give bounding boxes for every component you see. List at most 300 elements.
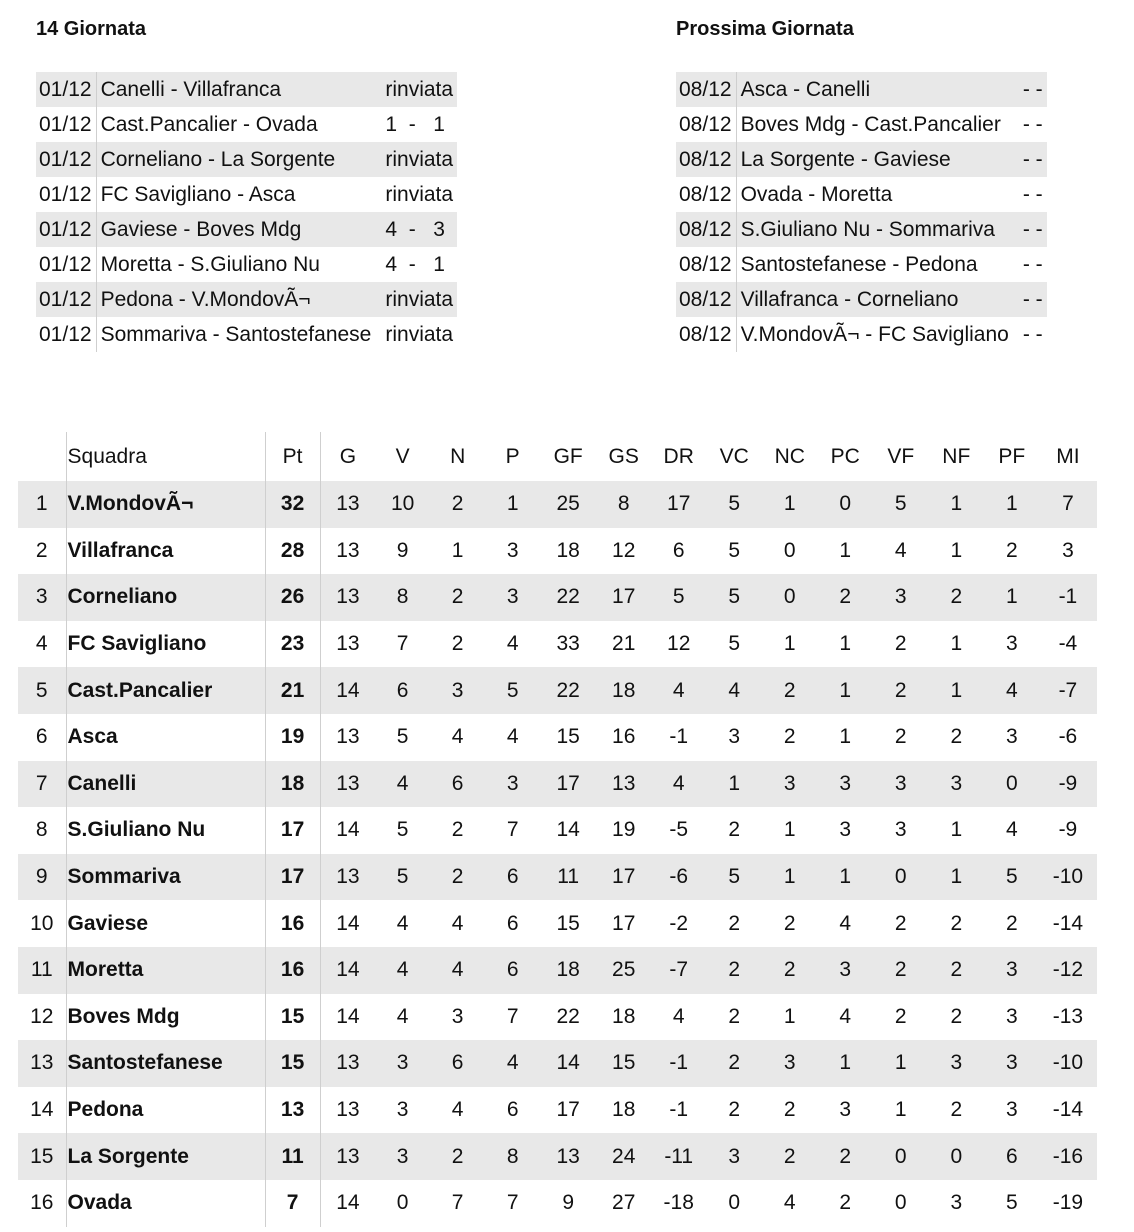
match-date: 01/12 bbox=[36, 142, 96, 177]
stat-cell: 3 bbox=[984, 947, 1039, 994]
standings-header-cell: GS bbox=[608, 444, 639, 468]
stat-cell: 0 bbox=[984, 761, 1039, 808]
match-result: - - bbox=[1017, 282, 1047, 317]
match-row bbox=[36, 177, 457, 212]
stat-cell: 13 bbox=[596, 761, 651, 808]
stat-cell: 18 bbox=[265, 761, 320, 808]
stat-cell: 13 bbox=[540, 1133, 596, 1180]
standings-row bbox=[18, 807, 1097, 854]
stat-cell: 7 bbox=[396, 632, 409, 656]
stat-cell: 13 bbox=[265, 1087, 320, 1134]
stat-cell: 2 bbox=[1005, 538, 1018, 562]
stat-cell: 4 bbox=[375, 947, 430, 994]
stat-cell: 2 bbox=[430, 1133, 485, 1180]
stat-cell: -2 bbox=[669, 911, 689, 935]
stat-cell: 6 bbox=[506, 911, 519, 935]
match-teams: Gaviese - Boves Mdg bbox=[96, 212, 379, 247]
team-name: S.Giuliano Nu bbox=[66, 807, 265, 854]
stat-cell: 2 bbox=[894, 1004, 907, 1028]
stat-cell: 2 bbox=[430, 854, 485, 901]
stat-cell: 13 bbox=[336, 632, 360, 656]
stat-cell: -7 bbox=[1039, 667, 1096, 714]
match-result: 1 - 1 bbox=[385, 112, 445, 136]
match-result: - - bbox=[1022, 182, 1043, 206]
stat-cell: 2 bbox=[873, 667, 928, 714]
stat-cell: 3 bbox=[1005, 725, 1018, 749]
stat-cell: 17 bbox=[540, 761, 596, 808]
position: 5 bbox=[18, 667, 66, 714]
match-date: 01/12 bbox=[36, 282, 96, 317]
stat-cell: 3 bbox=[817, 947, 873, 994]
stat-cell: 6 bbox=[672, 538, 685, 562]
position: 8 bbox=[18, 807, 66, 854]
stat-cell: 24 bbox=[596, 1133, 651, 1180]
stat-cell: 9 bbox=[562, 1191, 575, 1215]
stat-cell: 5 bbox=[706, 574, 762, 621]
match-result: rinviata bbox=[379, 72, 457, 107]
stat-cell: 3 bbox=[839, 1098, 852, 1122]
stat-cell: 3 bbox=[762, 1040, 817, 1087]
stat-cell: 4 bbox=[894, 538, 907, 562]
stat-cell: 10 bbox=[375, 481, 430, 528]
stat-cell: -6 bbox=[1058, 725, 1078, 749]
current-round-title: 14 Giornata bbox=[36, 18, 147, 40]
stat-cell: 15 bbox=[265, 994, 320, 1041]
standings-row bbox=[18, 947, 1097, 994]
stat-cell: 14 bbox=[336, 1191, 360, 1215]
match-teams: V.MondovÃ¬ - FC Savigliano bbox=[740, 322, 1009, 346]
position: 10 bbox=[18, 900, 66, 947]
stat-cell: 2 bbox=[950, 1004, 963, 1028]
stat-cell: -6 bbox=[651, 854, 706, 901]
stat-cell: 1 bbox=[928, 667, 984, 714]
next-round-panel bbox=[676, 14, 1084, 352]
team-name: Gaviese bbox=[66, 900, 265, 947]
stat-cell: 2 bbox=[950, 725, 963, 749]
match-date: 01/12 bbox=[36, 107, 96, 142]
stat-cell: 13 bbox=[320, 481, 375, 528]
stat-cell: 14 bbox=[336, 1004, 360, 1028]
standings-row bbox=[18, 994, 1097, 1041]
team-name: La Sorgente bbox=[66, 1133, 265, 1180]
standings-row bbox=[18, 1133, 1097, 1180]
stat-cell: -9 bbox=[1039, 761, 1096, 808]
stat-cell: 2 bbox=[950, 1098, 963, 1122]
stat-cell: 28 bbox=[265, 528, 320, 575]
stat-cell: 17 bbox=[651, 481, 706, 528]
stat-cell: 7 bbox=[451, 1191, 464, 1215]
stat-cell: 5 bbox=[375, 854, 430, 901]
stat-cell: 3 bbox=[396, 1098, 409, 1122]
team-name: Ovada bbox=[66, 1180, 265, 1227]
stat-cell: 8 bbox=[375, 574, 430, 621]
match-result: rinviata bbox=[385, 322, 454, 346]
stat-cell: 4 bbox=[451, 911, 464, 935]
stat-cell: 1 bbox=[839, 632, 852, 656]
stat-cell: 7 bbox=[506, 1191, 519, 1215]
stat-cell: 0 bbox=[396, 1191, 409, 1215]
stat-cell: 2 bbox=[1005, 911, 1018, 935]
team-name: Villafranca bbox=[66, 528, 265, 575]
stat-cell: 13 bbox=[336, 725, 360, 749]
stat-cell: 4 bbox=[1005, 818, 1018, 842]
stat-cell: -13 bbox=[1052, 1004, 1084, 1028]
stat-cell: 13 bbox=[320, 574, 375, 621]
stat-cell: 2 bbox=[762, 667, 817, 714]
stat-cell: 7 bbox=[506, 818, 519, 842]
stat-cell: 1 bbox=[928, 854, 984, 901]
match-date: 01/12 bbox=[36, 177, 96, 212]
stat-cell: 14 bbox=[540, 1040, 596, 1087]
stat-cell: 14 bbox=[320, 947, 375, 994]
stat-cell: 13 bbox=[320, 761, 375, 808]
stat-cell: 17 bbox=[596, 574, 651, 621]
position: 12 bbox=[18, 994, 66, 1041]
standings-header-cell: NF bbox=[942, 444, 971, 468]
stat-cell: 2 bbox=[950, 911, 963, 935]
stat-cell: 5 bbox=[728, 632, 741, 656]
standings-table bbox=[18, 432, 1097, 1227]
stat-cell: 18 bbox=[556, 538, 580, 562]
standings-row bbox=[18, 854, 1097, 901]
stat-cell: 22 bbox=[540, 574, 596, 621]
standings-header-cell: G bbox=[339, 444, 357, 468]
stat-cell: 1 bbox=[839, 538, 852, 562]
stat-cell: 17 bbox=[596, 854, 651, 901]
team-name: Asca bbox=[66, 714, 265, 761]
match-date: 01/12 bbox=[36, 72, 96, 107]
team-name: Canelli bbox=[66, 761, 265, 808]
match-date: 08/12 bbox=[676, 72, 736, 107]
stat-cell: 1 bbox=[817, 1040, 873, 1087]
stat-cell: 33 bbox=[556, 632, 580, 656]
stat-cell: 5 bbox=[728, 538, 741, 562]
stat-cell: 2 bbox=[430, 574, 485, 621]
stat-cell: 16 bbox=[265, 947, 320, 994]
stat-cell: 15 bbox=[596, 1040, 651, 1087]
standings-header-cell: P bbox=[505, 444, 520, 468]
match-teams: Canelli - Villafranca bbox=[96, 72, 379, 107]
stat-cell: 4 bbox=[375, 761, 430, 808]
stat-cell: 14 bbox=[556, 818, 580, 842]
team-name: Cast.Pancalier bbox=[66, 667, 265, 714]
stat-cell: 2 bbox=[928, 947, 984, 994]
stat-cell: 13 bbox=[336, 538, 360, 562]
stat-cell: 2 bbox=[706, 1040, 762, 1087]
standings-header-cell: NC bbox=[774, 444, 805, 468]
stat-cell: 9 bbox=[396, 538, 409, 562]
stat-cell: 0 bbox=[928, 1133, 984, 1180]
match-row bbox=[676, 282, 1047, 317]
stat-cell: 3 bbox=[762, 761, 817, 808]
stat-cell: 15 bbox=[556, 725, 580, 749]
stat-cell: 3 bbox=[1005, 1098, 1018, 1122]
stat-cell: 1 bbox=[783, 818, 796, 842]
match-row bbox=[676, 107, 1047, 142]
current-round-panel bbox=[36, 14, 488, 352]
stat-cell: 2 bbox=[894, 911, 907, 935]
stat-cell: 2 bbox=[873, 947, 928, 994]
standings-header-cell: Pt bbox=[265, 432, 320, 481]
stat-cell: 5 bbox=[396, 725, 409, 749]
match-date: 08/12 bbox=[676, 177, 736, 212]
stat-cell: 18 bbox=[612, 1098, 636, 1122]
stat-cell: 1 bbox=[928, 481, 984, 528]
stat-cell: 0 bbox=[873, 854, 928, 901]
standings-row bbox=[18, 1180, 1097, 1227]
stat-cell: 0 bbox=[728, 1191, 741, 1215]
team-name: V.MondovÃ¬ bbox=[66, 481, 265, 528]
stat-cell: 5 bbox=[706, 854, 762, 901]
stat-cell: 2 bbox=[783, 911, 796, 935]
stat-cell: -14 bbox=[1052, 911, 1084, 935]
stat-cell: 3 bbox=[375, 1133, 430, 1180]
stat-cell: 4 bbox=[451, 725, 464, 749]
match-result: rinviata bbox=[379, 142, 457, 177]
match-result: - - bbox=[1022, 322, 1043, 346]
match-row bbox=[676, 72, 1047, 107]
stat-cell: 6 bbox=[430, 761, 485, 808]
stat-cell: 2 bbox=[762, 947, 817, 994]
stat-cell: -1 bbox=[669, 1098, 689, 1122]
stat-cell: 1 bbox=[894, 1098, 907, 1122]
match-teams: Villafranca - Corneliano bbox=[736, 282, 1017, 317]
stat-cell: 3 bbox=[1005, 632, 1018, 656]
position: 11 bbox=[18, 947, 66, 994]
standings-header-cell: N bbox=[450, 444, 466, 468]
standings-row bbox=[18, 761, 1097, 808]
standings-row bbox=[18, 621, 1097, 668]
stat-cell: 1 bbox=[817, 667, 873, 714]
stat-cell: 2 bbox=[783, 1098, 796, 1122]
stat-cell: 2 bbox=[728, 818, 741, 842]
match-row bbox=[676, 212, 1047, 247]
stat-cell: 17 bbox=[265, 854, 320, 901]
stat-cell: -4 bbox=[1058, 632, 1078, 656]
stat-cell: -10 bbox=[1039, 854, 1096, 901]
stat-cell: 1 bbox=[451, 538, 464, 562]
stat-cell: 3 bbox=[817, 761, 873, 808]
stat-cell: 1 bbox=[485, 481, 540, 528]
stat-cell: 4 bbox=[396, 911, 409, 935]
position: 14 bbox=[18, 1087, 66, 1134]
stat-cell: 4 bbox=[783, 1191, 796, 1215]
stat-cell: 1 bbox=[950, 538, 963, 562]
match-result: - - bbox=[1017, 212, 1047, 247]
stat-cell: 7 bbox=[506, 1004, 519, 1028]
standings-header-cell: DR bbox=[663, 444, 694, 468]
standings-header-cell bbox=[18, 432, 66, 481]
stat-cell: 2 bbox=[894, 632, 907, 656]
stat-cell: 22 bbox=[556, 1004, 580, 1028]
match-result: - - bbox=[1022, 252, 1043, 276]
position: 15 bbox=[18, 1133, 66, 1180]
stat-cell: 1 bbox=[762, 854, 817, 901]
standings-row bbox=[18, 574, 1097, 621]
stat-cell: 6 bbox=[485, 854, 540, 901]
current-round-table bbox=[36, 72, 458, 352]
stat-cell: 4 bbox=[984, 667, 1039, 714]
match-date: 08/12 bbox=[676, 107, 736, 142]
match-date: 08/12 bbox=[676, 317, 736, 352]
match-teams: Moretta - S.Giuliano Nu bbox=[100, 252, 320, 276]
team-name: Corneliano bbox=[66, 574, 265, 621]
match-row bbox=[36, 317, 457, 352]
position: 3 bbox=[18, 574, 66, 621]
stat-cell: 2 bbox=[783, 725, 796, 749]
stat-cell: -18 bbox=[663, 1191, 694, 1215]
stat-cell: 11 bbox=[265, 1133, 320, 1180]
stat-cell: 3 bbox=[839, 818, 852, 842]
stat-cell: 4 bbox=[506, 632, 519, 656]
standings-header-cell: V bbox=[395, 444, 410, 468]
match-row bbox=[676, 317, 1047, 352]
stat-cell: 1 bbox=[817, 854, 873, 901]
match-date: 08/12 bbox=[676, 282, 736, 317]
stat-cell: 4 bbox=[839, 911, 852, 935]
standings-header-cell: VC bbox=[719, 444, 749, 468]
stat-cell: -16 bbox=[1039, 1133, 1096, 1180]
match-row bbox=[676, 177, 1047, 212]
stat-cell: 14 bbox=[336, 818, 360, 842]
team-name: Pedona bbox=[66, 1087, 265, 1134]
match-result: - - bbox=[1017, 142, 1047, 177]
stat-cell: 1 bbox=[783, 1004, 796, 1028]
stat-cell: 7 bbox=[265, 1180, 320, 1227]
stat-cell: 0 bbox=[762, 574, 817, 621]
stat-cell: 1 bbox=[706, 761, 762, 808]
stat-cell: 12 bbox=[612, 538, 636, 562]
stat-cell: 32 bbox=[265, 481, 320, 528]
stat-cell: -9 bbox=[1058, 818, 1078, 842]
standings-header-cell: MI bbox=[1056, 444, 1080, 468]
standings-row bbox=[18, 481, 1097, 528]
stat-cell: 6 bbox=[485, 947, 540, 994]
team-name: Sommariva bbox=[66, 854, 265, 901]
match-teams: Pedona - V.MondovÃ¬ bbox=[96, 282, 379, 317]
stat-cell: -7 bbox=[651, 947, 706, 994]
match-result: 4 - 3 bbox=[379, 212, 457, 247]
stat-cell: 5 bbox=[396, 818, 409, 842]
stat-cell: 4 bbox=[506, 725, 519, 749]
match-teams: Santostefanese - Pedona bbox=[740, 252, 978, 276]
stat-cell: -12 bbox=[1039, 947, 1096, 994]
standings-header-cell: GF bbox=[553, 444, 583, 468]
stat-cell: 1 bbox=[950, 818, 963, 842]
standings-header-cell: PC bbox=[830, 444, 860, 468]
match-date: 08/12 bbox=[676, 212, 736, 247]
match-row bbox=[36, 142, 457, 177]
stat-cell: 4 bbox=[396, 1004, 409, 1028]
stat-cell: 3 bbox=[485, 761, 540, 808]
stat-cell: -1 bbox=[669, 725, 689, 749]
team-name: Moretta bbox=[66, 947, 265, 994]
stat-cell: 3 bbox=[485, 574, 540, 621]
stat-cell: 6 bbox=[984, 1133, 1039, 1180]
match-row bbox=[36, 72, 457, 107]
stat-cell: 4 bbox=[706, 667, 762, 714]
stat-cell: 2 bbox=[928, 574, 984, 621]
standings-row bbox=[18, 667, 1097, 714]
stat-cell: 5 bbox=[873, 481, 928, 528]
position: 13 bbox=[18, 1040, 66, 1087]
stat-cell: -10 bbox=[1039, 1040, 1096, 1087]
stat-cell: 17 bbox=[612, 911, 636, 935]
stat-cell: 2 bbox=[728, 1004, 741, 1028]
stat-cell: 18 bbox=[540, 947, 596, 994]
stat-cell: 13 bbox=[320, 1040, 375, 1087]
stat-cell: 2 bbox=[706, 947, 762, 994]
stat-cell: 3 bbox=[375, 1040, 430, 1087]
stat-cell: 2 bbox=[451, 818, 464, 842]
stat-cell: 6 bbox=[506, 1098, 519, 1122]
stat-cell: 17 bbox=[265, 807, 320, 854]
match-teams: La Sorgente - Gaviese bbox=[736, 142, 1017, 177]
stat-cell: 2 bbox=[728, 1098, 741, 1122]
stat-cell: 0 bbox=[894, 1191, 907, 1215]
stat-cell: 2 bbox=[451, 632, 464, 656]
stat-cell: 25 bbox=[596, 947, 651, 994]
match-teams: Asca - Canelli bbox=[736, 72, 1017, 107]
stat-cell: -19 bbox=[1052, 1191, 1084, 1215]
stat-cell: 1 bbox=[839, 725, 852, 749]
position: 2 bbox=[18, 528, 66, 575]
stat-cell: 2 bbox=[430, 481, 485, 528]
stat-cell: 3 bbox=[873, 761, 928, 808]
stat-cell: 0 bbox=[873, 1133, 928, 1180]
stat-cell: 14 bbox=[320, 667, 375, 714]
position: 7 bbox=[18, 761, 66, 808]
stat-cell: 4 bbox=[451, 1098, 464, 1122]
stat-cell: 4 bbox=[839, 1004, 852, 1028]
match-row bbox=[36, 247, 457, 282]
stat-cell: 3 bbox=[928, 761, 984, 808]
position: 9 bbox=[18, 854, 66, 901]
match-teams: Corneliano - La Sorgente bbox=[96, 142, 379, 177]
position: 1 bbox=[18, 481, 66, 528]
stat-cell: 5 bbox=[1005, 1191, 1018, 1215]
stat-cell: 3 bbox=[1005, 1004, 1018, 1028]
team-name: FC Savigliano bbox=[66, 621, 265, 668]
standings-header-row bbox=[18, 432, 1097, 481]
match-date: 08/12 bbox=[676, 247, 736, 282]
next-round-title: Prossima Giornata bbox=[676, 18, 854, 40]
stat-cell: -1 bbox=[1039, 574, 1096, 621]
stat-cell: 0 bbox=[783, 538, 796, 562]
match-row bbox=[676, 142, 1047, 177]
stat-cell: 2 bbox=[762, 1133, 817, 1180]
match-teams: Boves Mdg - Cast.Pancalier bbox=[740, 112, 1001, 136]
match-row bbox=[676, 247, 1047, 282]
stat-cell: 4 bbox=[485, 1040, 540, 1087]
stat-cell: 4 bbox=[651, 761, 706, 808]
stat-cell: 1 bbox=[783, 632, 796, 656]
match-result: rinviata bbox=[379, 282, 457, 317]
standings-header-cell: Squadra bbox=[66, 432, 265, 481]
standings-panel bbox=[18, 432, 1097, 1227]
match-date: 01/12 bbox=[36, 317, 96, 352]
stat-cell: 1 bbox=[762, 481, 817, 528]
stat-cell: 3 bbox=[1062, 538, 1074, 562]
stat-cell: 11 bbox=[540, 854, 596, 901]
stat-cell: 2 bbox=[817, 1133, 873, 1180]
match-teams: Cast.Pancalier - Ovada bbox=[100, 112, 318, 136]
stat-cell: 4 bbox=[430, 947, 485, 994]
team-name: Santostefanese bbox=[66, 1040, 265, 1087]
match-row bbox=[36, 107, 457, 142]
position: 6 bbox=[18, 714, 66, 761]
match-row bbox=[36, 282, 457, 317]
